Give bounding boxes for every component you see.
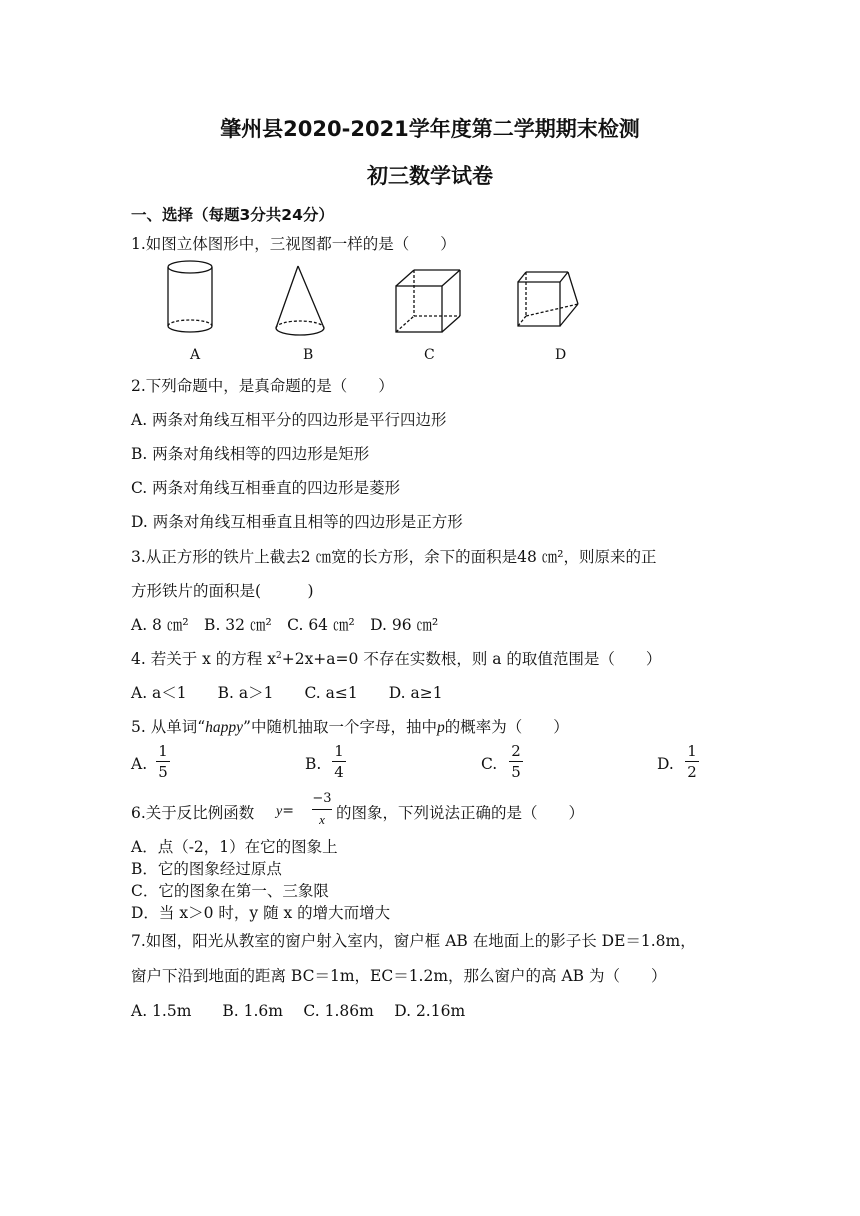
question-4-options: A. a＜1 B. a＞1 C. a≤1 D. a≥1 xyxy=(131,684,443,702)
page-title: 肇州县2020-2021学年度第二学期期末检测 xyxy=(220,117,640,141)
question-6-option-d: D．当 x＞0 时，y 随 x 的增大而增大 xyxy=(131,904,391,922)
function-denominator: x xyxy=(319,812,325,827)
question-5-option-b-label: B. xyxy=(305,755,322,773)
page-subtitle: 初三数学试卷 xyxy=(367,164,493,188)
question-4-stem-pre: 4. 若关于 x 的方程 x xyxy=(131,650,276,668)
function-y-var: y xyxy=(276,804,283,819)
question-3-stem-line1: 3.从正方形的铁片上截去2 ㎝宽的长方形，余下的面积是48 ㎝²，则原来的正 xyxy=(131,548,657,566)
fraction-numerator: 1 xyxy=(687,742,697,760)
question-1-stem: 1.如图立体图形中，三视图都一样的是（ ） xyxy=(131,235,456,253)
figure-label-d: D xyxy=(555,347,567,363)
function-numerator: −3 xyxy=(312,791,332,806)
question-7-options: A. 1.5m B. 1.6m C. 1.86m D. 2.16m xyxy=(131,1002,466,1020)
question-2-option-d: D. 两条对角线互相垂直且相等的四边形是正方形 xyxy=(131,513,463,531)
function-fraction xyxy=(312,790,332,829)
question-5-stem-mid: ”中随机抽取一个字母，抽中 xyxy=(243,718,437,736)
question-3-options: A. 8 ㎝² B. 32 ㎝² C. 64 ㎝² D. 96 ㎝² xyxy=(131,616,439,634)
cube-figure xyxy=(396,270,460,332)
question-3-stem-line2: 方形铁片的面积是( ) xyxy=(131,582,314,600)
question-5-stem-pre: 5. 从单词“ xyxy=(131,718,206,736)
question-6-option-b: B．它的图象经过原点 xyxy=(131,860,282,878)
question-2-option-c: C. 两条对角线互相垂直的四边形是菱形 xyxy=(131,479,401,497)
question-2-option-a: A. 两条对角线互相平分的四边形是平行四边形 xyxy=(131,411,447,429)
question-5-option-a-fraction xyxy=(156,742,170,781)
fraction-numerator: 2 xyxy=(511,742,521,760)
question-5-option-d-label: D. xyxy=(657,755,674,773)
question-5-option-b-fraction xyxy=(332,742,346,781)
question-7-stem-line2: 窗户下沿到地面的距离 BC＝1m，EC＝1.2m，那么窗户的高 AB 为（ ） xyxy=(131,967,667,985)
fraction-numerator: 1 xyxy=(334,742,344,760)
question-1-figures xyxy=(160,258,600,344)
figure-label-b: B xyxy=(303,347,314,363)
function-y xyxy=(276,803,294,820)
question-5-stem-post: 的概率为（ ） xyxy=(444,718,569,736)
question-7-stem-line1: 7.如图，阳光从教室的窗户射入室内，窗户框 AB 在地面上的影子长 DE＝1.8m， xyxy=(131,932,696,950)
question-6-option-a: A．点（-2，1）在它的图象上 xyxy=(131,838,338,856)
question-4-exponent: 2 xyxy=(275,650,282,661)
prism-figure xyxy=(518,272,578,326)
fraction-denominator: 2 xyxy=(687,763,697,781)
question-6-stem-post: 的图象，下列说法正确的是（ ） xyxy=(336,804,585,822)
question-2-option-b: B. 两条对角线相等的四边形是矩形 xyxy=(131,445,370,463)
question-5-word: happy xyxy=(205,719,244,736)
question-4-stem xyxy=(131,647,661,669)
question-5-option-c-label: C. xyxy=(481,755,498,773)
fraction-denominator: 4 xyxy=(334,763,344,781)
section-heading: 一、选择（每题3分共24分） xyxy=(131,206,334,224)
question-5-letter: p xyxy=(436,719,445,736)
question-4-stem-post: +2x+a=0 不存在实数根，则 a 的取值范围是（ ） xyxy=(281,650,662,668)
fraction-denominator: 5 xyxy=(158,763,168,781)
figure-label-c: C xyxy=(424,347,435,363)
question-5-option-a-label: A. xyxy=(131,755,148,773)
question-5-option-d-fraction xyxy=(685,742,699,781)
question-5-stem xyxy=(131,715,569,737)
question-6-stem-pre: 6.关于反比例函数 xyxy=(131,804,255,822)
cone-figure xyxy=(276,266,324,335)
question-2-stem: 2.下列命题中，是真命题的是（ ） xyxy=(131,377,394,395)
function-equals: = xyxy=(282,803,294,819)
fraction-denominator: 5 xyxy=(511,763,521,781)
cylinder-figure xyxy=(168,261,212,332)
question-5-option-c-fraction xyxy=(509,742,523,781)
fraction-numerator: 1 xyxy=(158,742,168,760)
figure-label-a: A xyxy=(190,347,201,363)
question-6-option-c: C．它的图象在第一、三象限 xyxy=(131,882,329,900)
